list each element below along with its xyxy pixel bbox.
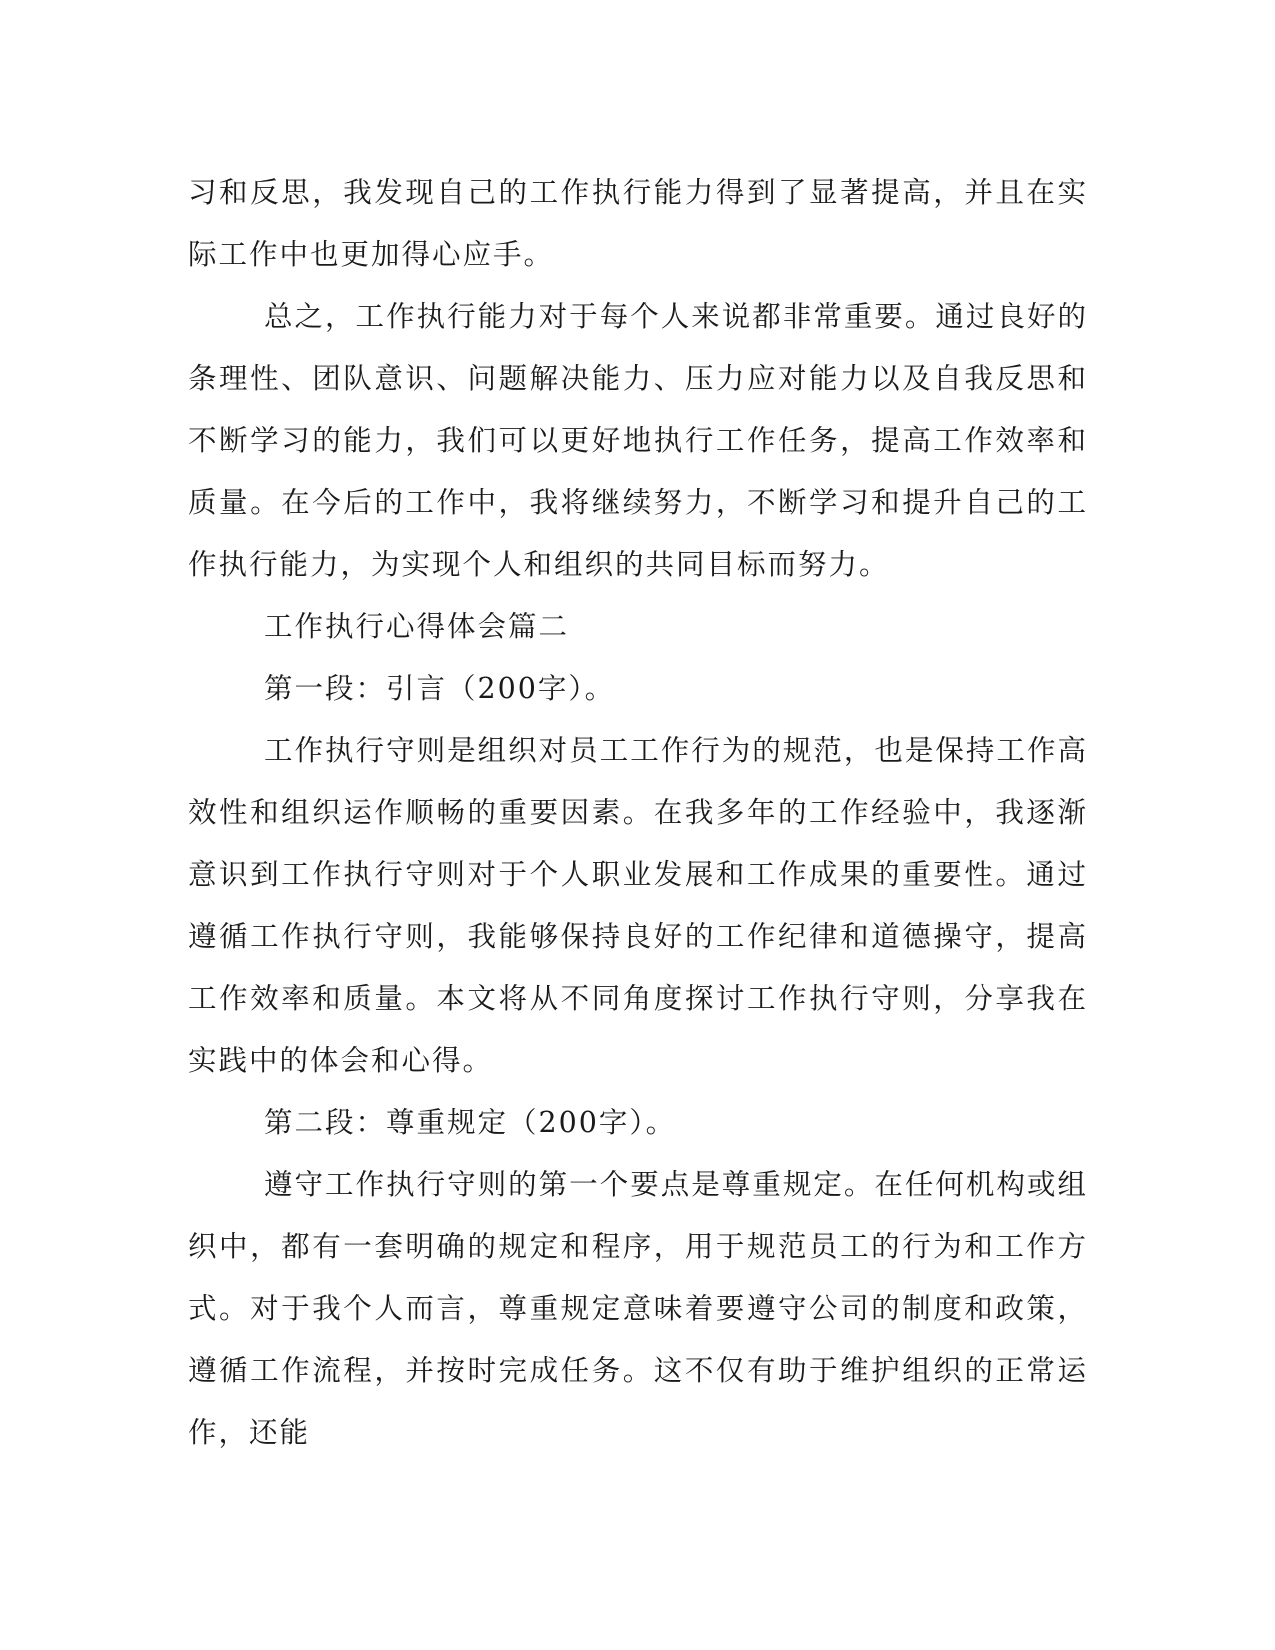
section-heading: 工作执行心得体会篇二 (264, 610, 570, 643)
subheading-respect-rules: 第二段：尊重规定（200字）。 (264, 1106, 677, 1139)
paragraph-intro: 工作执行守则是组织对员工工作行为的规范，也是保持工作高效性和组织运作顺畅的重要因素。在我多年的工作经验中，我逐渐意识到工作执行守则对于个人职业发展和工作成果的重要性。通过遵循工作执行守则，我能够保持良好的工作纪律和道德操守，提高工作效率和质量。本文将从不同角度探讨工作执行守则，分享我在实践中的体会和心得。 (188, 734, 1088, 1077)
paragraph-2: 总之，工作执行能力对于每个人来说都非常重要。通过良好的条理性、团队意识、问题解决能力、压力应对能力以及自我反思和不断学习的能力，我们可以更好地执行工作任务，提高工作效率和质量。在今后的工作中，我将继续努力，不断学习和提升自己的工作执行能力，为实现个人和组织的共同目标而努力。 (188, 300, 1088, 581)
subheading-intro: 第一段：引言（200字）。 (264, 672, 616, 705)
paragraph-1: 习和反思，我发现自己的工作执行能力得到了显著提高，并且在实际工作中也更加得心应手。 (188, 176, 1088, 271)
paragraph-respect-rules: 遵守工作执行守则的第一个要点是尊重规定。在任何机构或组织中，都有一套明确的规定和程序，用于规范员工的行为和工作方式。对于我个人而言，尊重规定意味着要遵守公司的制度和政策，遵循工作流程，并按时完成任务。这不仅有助于维护组织的正常运作，还能 (188, 1168, 1088, 1449)
document-body (188, 162, 1088, 1464)
